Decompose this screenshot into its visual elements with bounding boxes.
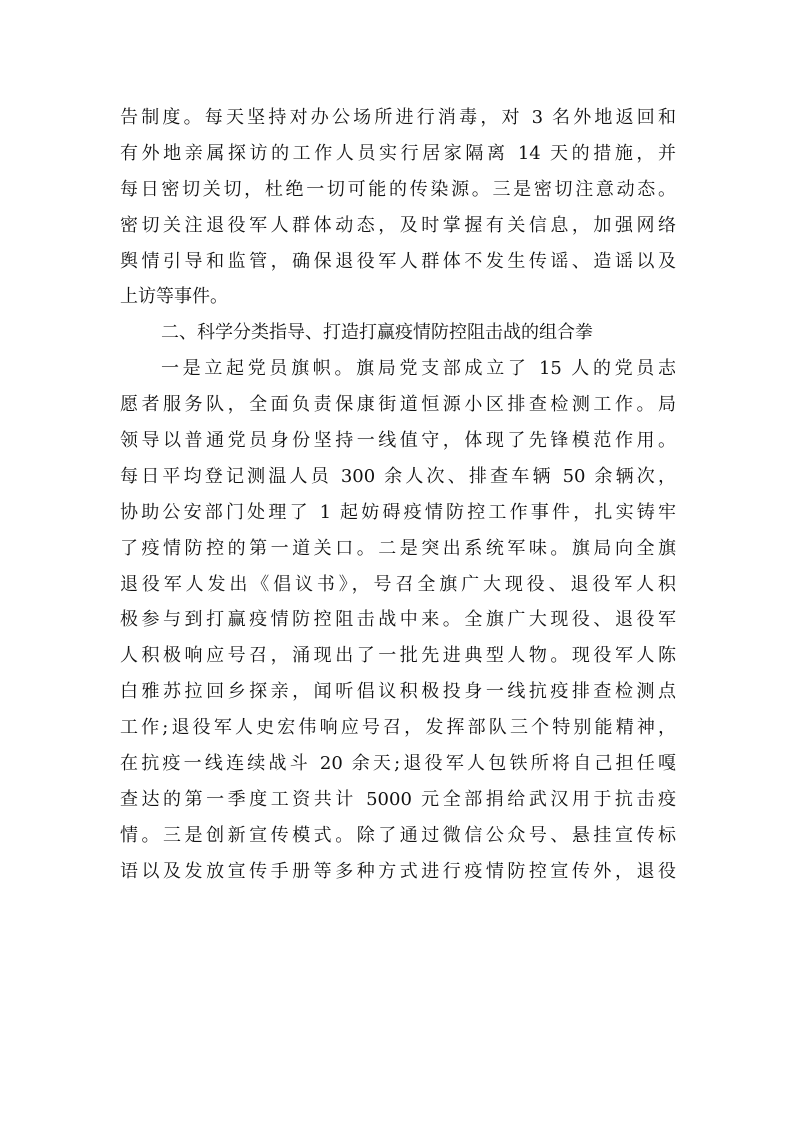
text-line: 一是立起党员旗帜。旗局党支部成立了 15 人的党员志 [161, 358, 676, 380]
document-body [120, 100, 676, 890]
text-line: 密切关注退役军人群体动态，及时掌握有关信息，加强网络 [120, 214, 676, 236]
text-line: 领导以普通党员身份坚持一线值守，体现了先锋模范作用。 [120, 430, 676, 452]
text-line: 在抗疫一线连续战斗 20 余天;退役军人包铁所将自己担任嘎 [120, 753, 676, 775]
text-line: 退役军人发出《倡议书》，号召全旗广大现役、退役军人积 [120, 573, 676, 595]
text-line: 每日密切关切，杜绝一切可能的传染源。三是密切注意动态。 [120, 178, 676, 200]
text-line: 愿者服务队，全面负责保康街道恒源小区排查检测工作。局 [120, 394, 676, 416]
text-line: 告制度。每天坚持对办公场所进行消毒，对 3 名外地返回和 [120, 107, 676, 128]
text-line: 每日平均登记测温人员 300 余人次、排查车辆 50 余辆次， [120, 465, 676, 487]
text-line: 协助公安部门处理了 1 起妨碍疫情防控工作事件，扎实铸牢 [120, 501, 676, 523]
text-line: 舆情引导和监管，确保退役军人群体不发生传谣、造谣以及 [120, 250, 676, 272]
text-line: 人积极响应号召，涌现出了一批先进典型人物。现役军人陈 [120, 645, 676, 667]
text-line: 工作;退役军人史宏伟响应号召，发挥部队三个特别能精神， [120, 717, 676, 739]
text-line: 白雅苏拉回乡探亲，闻听倡议积极投身一线抗疫排查检测点 [120, 681, 676, 703]
text-line: 上访等事件。 [120, 286, 228, 308]
text-line: 了疫情防控的第一道关口。二是突出系统军味。旗局向全旗 [120, 537, 676, 559]
text-line: 查达的第一季度工资共计 5000 元全部捐给武汉用于抗击疫 [120, 788, 676, 810]
text-line: 情。三是创新宣传模式。除了通过微信公众号、悬挂宣传标 [120, 824, 676, 846]
section-heading: 二、科学分类指导、打造打赢疫情防控阻击战的组合拳 [161, 322, 593, 344]
text-line: 语以及发放宣传手册等多种方式进行疫情防控宣传外，退役 [120, 860, 676, 882]
text-line: 极参与到打赢疫情防控阻击战中来。全旗广大现役、退役军 [120, 609, 676, 631]
text-line: 有外地亲属探访的工作人员实行居家隔离 14 天的措施，并 [120, 142, 676, 164]
